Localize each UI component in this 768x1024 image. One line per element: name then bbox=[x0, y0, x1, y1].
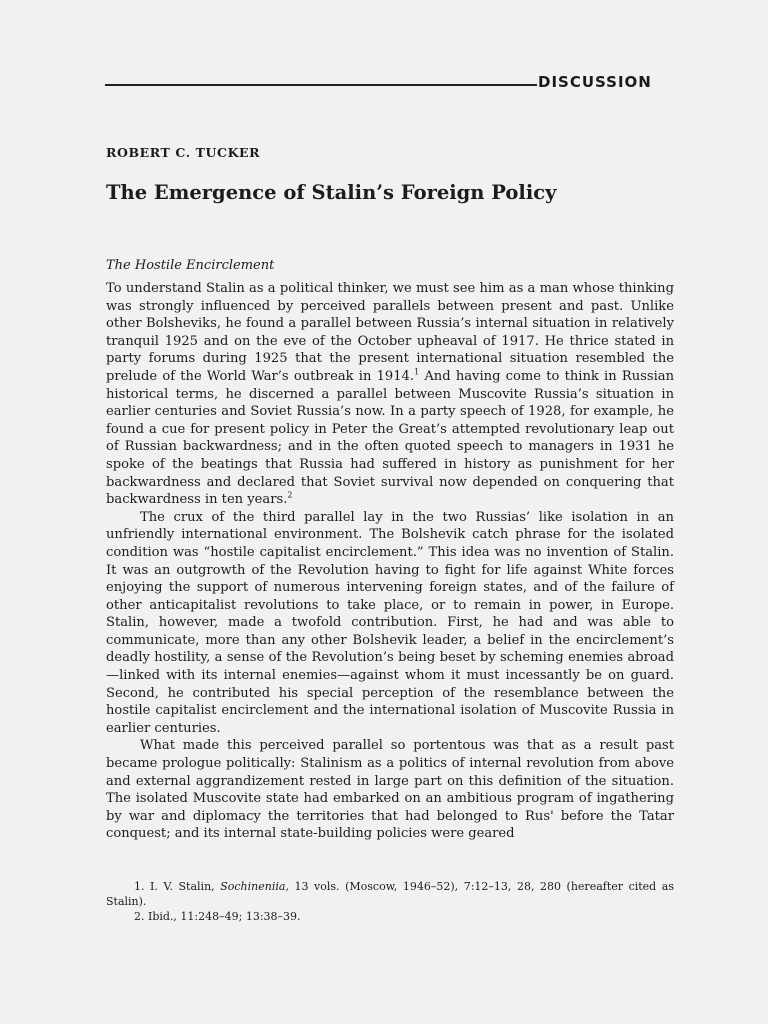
paragraph bbox=[106, 280, 674, 509]
article-body bbox=[106, 280, 674, 843]
author-name: ROBERT C. TUCKER bbox=[106, 145, 261, 160]
footnotes bbox=[106, 879, 674, 924]
paragraph: What made this perceived parallel so portentous was that as a result past became prologue politically: Stalinism as a politics of internal revolution from above and external aggrandizement rested in large part on this definition of the situation. The isolated Muscovite state had embarked on an ambitious program of ingathering by war and diplomacy the territories that had belonged to Rus' before the Tatar conquest; and its internal state-building policies were geared bbox=[106, 738, 674, 842]
footnote-work-title: Sochineniia, bbox=[220, 880, 289, 893]
footnote-text: 13 vols. (Moscow, 1946–52), 7:12–13, 28, 280 (hereafter cited as Stalin). bbox=[106, 880, 674, 908]
article-title: The Emergence of Stalin’s Foreign Policy bbox=[106, 181, 557, 204]
paragraph: The crux of the third parallel lay in the two Russias’ like isolation in an unfriendly international environment. The Bolshevik catch phrase for the isolated condition was “hostile capitalist encirclement.” This idea was no invention of Stalin. It was an outgrowth of the Revolution having to fight for life against White forces enjoying the support of numerous intervening foreign states, and of the failure of other anticapitalist revolutions to take place, or to remain in power, in Europe. Stalin, however, made a twofold contribution. First, he had and was able to communicate, more than any other Bolshevik leader, a belief in the encirclement’s deadly hostility, a sense of the Revolution’s being beset by scheming enemies abroad—linked with its internal enemies—against whom it must incessantly be on guard. Second, he contributed his special perception of the resemblance between the hostile capitalist encirclement and the international isolation of Muscovite Russia in earlier centuries. bbox=[106, 509, 674, 736]
section-label: DISCUSSION bbox=[538, 73, 652, 91]
header-rule bbox=[105, 84, 537, 86]
paragraph-text: And having come to think in Russian historical terms, he discerned a parallel between Muscovite Russia’s situation in earlier centuries and Soviet Russia’s now. In a party speech of 1928, for example, he found a cue for present policy in Peter the Great’s attempted revolutionary leap out of Russian backwardness; and in the often quoted speech to managers in 1931 he spoke of the beatings that Russia had suffered in history as punishment for her backwardness and declared that Soviet survival now depended on conquering that backwardness in ten years. bbox=[106, 368, 674, 508]
footnote-1 bbox=[106, 879, 674, 909]
section-subheading: The Hostile Encirclement bbox=[106, 258, 275, 273]
footnote-ref[interactable]: 1 bbox=[414, 367, 420, 377]
footnote-ref[interactable]: 2 bbox=[287, 490, 293, 500]
footnote-text: 1. I. V. Stalin, bbox=[134, 880, 221, 893]
footnote-2: 2. Ibid., 11:248–49; 13:38–39. bbox=[134, 910, 301, 923]
paragraph-text: To understand Stalin as a political thinker, we must see him as a man whose thinking was strongly influenced by perceived parallels between present and past. Unlike other Bolsheviks, he found a parallel between Russia’s internal situation in relatively tranquil 1925 and on the eve of the October upheaval of 1917. He thrice stated in party forums during 1925 that the present international situation resembled the prelude of the World War’s outbreak in 1914. bbox=[106, 281, 674, 384]
